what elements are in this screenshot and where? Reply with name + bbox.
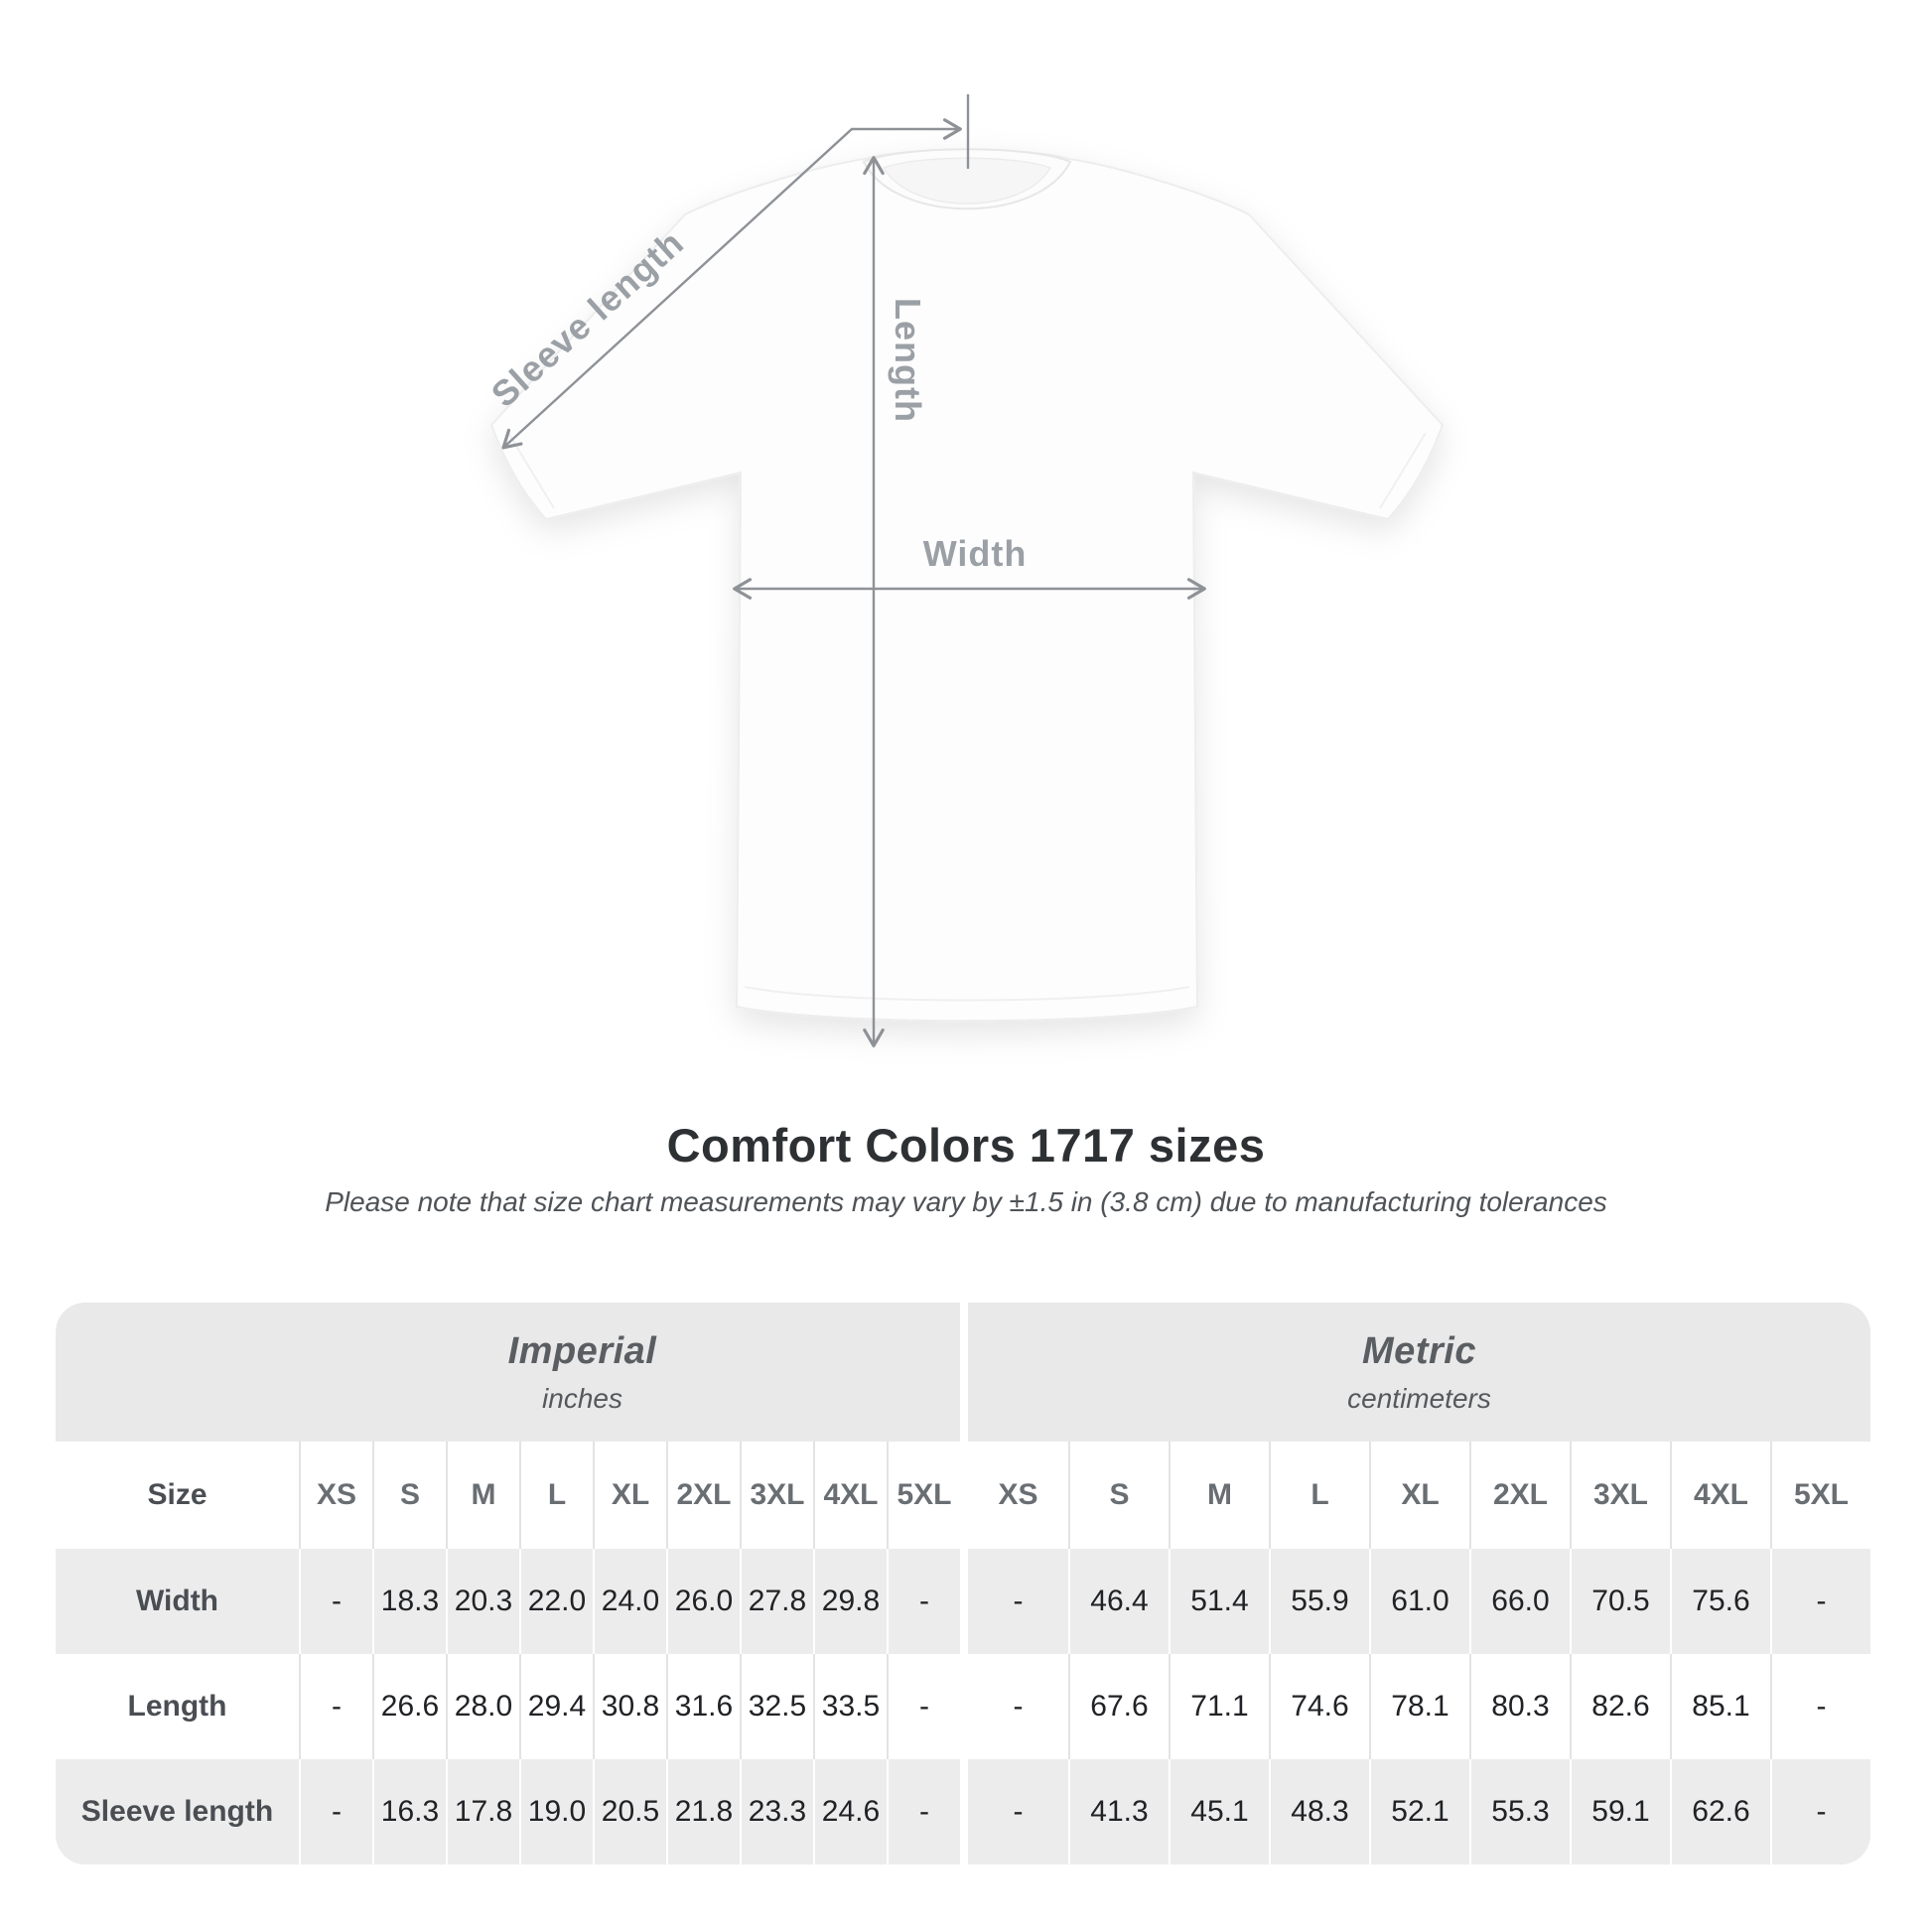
table-cell: 59.1 (1570, 1759, 1670, 1864)
row-label-[object Object]: Width (56, 1549, 299, 1654)
imperial-size-header-4XL: 4XL (813, 1442, 887, 1549)
table-cell: 45.1 (1169, 1759, 1269, 1864)
imperial-size-header-L: L (519, 1442, 593, 1549)
table-cell: 71.1 (1169, 1654, 1269, 1759)
table-cell: 21.8 (666, 1759, 740, 1864)
metric-size-header-XL: XL (1369, 1442, 1469, 1549)
metric-size-header-L: L (1269, 1442, 1369, 1549)
table-cell: 26.0 (666, 1549, 740, 1654)
imperial-size-header-5XL: 5XL (887, 1442, 960, 1549)
table-cell: 18.3 (372, 1549, 446, 1654)
table-cell: 17.8 (446, 1759, 519, 1864)
metric-size-header-4XL: 4XL (1670, 1442, 1770, 1549)
table-cell: 16.3 (372, 1759, 446, 1864)
size-table (56, 1303, 1870, 1864)
metric-size-header-3XL: 3XL (1570, 1442, 1670, 1549)
table-cell: - (887, 1759, 960, 1864)
table-cell: - (1770, 1759, 1870, 1864)
table-cell: 33.5 (813, 1654, 887, 1759)
table-cell: 74.6 (1269, 1654, 1369, 1759)
table-cell: - (299, 1549, 372, 1654)
table-cell: 85.1 (1670, 1654, 1770, 1759)
width-label: Width (922, 533, 1028, 574)
table-cell: 46.4 (1068, 1549, 1169, 1654)
table-cell: 24.6 (813, 1759, 887, 1864)
table-cell: 75.6 (1670, 1549, 1770, 1654)
table-cell: 29.4 (519, 1654, 593, 1759)
row-label-[object Object]: Length (56, 1654, 299, 1759)
metric-section-unit: centimeters (1347, 1382, 1491, 1414)
imperial-size-header-M: M (446, 1442, 519, 1549)
imperial-size-header-2XL: 2XL (666, 1442, 740, 1549)
table-cell: 31.6 (666, 1654, 740, 1759)
table-cell: - (299, 1654, 372, 1759)
table-cell: 26.6 (372, 1654, 446, 1759)
table-cell: 80.3 (1469, 1654, 1570, 1759)
metric-size-header-2XL: 2XL (1469, 1442, 1570, 1549)
title-block (0, 1118, 1932, 1218)
length-label: Length (888, 298, 928, 423)
table-cell: 22.0 (519, 1549, 593, 1654)
table-cell: 82.6 (1570, 1654, 1670, 1759)
metric-section-title: Metric (1362, 1329, 1476, 1372)
sleeve-length-label: Sleeve length (483, 221, 692, 415)
metric-size-header-S: S (1068, 1442, 1169, 1549)
table-cell: 55.9 (1269, 1549, 1369, 1654)
table-cell: 48.3 (1269, 1759, 1369, 1864)
table-cell: 62.6 (1670, 1759, 1770, 1864)
table-cell: 20.5 (593, 1759, 666, 1864)
table-cell: 67.6 (1068, 1654, 1169, 1759)
table-cell: 28.0 (446, 1654, 519, 1759)
table-cell: 27.8 (740, 1549, 813, 1654)
imperial-section-title: Imperial (507, 1329, 657, 1372)
imperial-size-header-XL: XL (593, 1442, 666, 1549)
size-column-header: Size (56, 1442, 299, 1549)
metric-size-header-5XL: 5XL (1770, 1442, 1870, 1549)
table-cell: - (1770, 1549, 1870, 1654)
page-title: Comfort Colors 1717 sizes (666, 1119, 1266, 1172)
table-cell: 51.4 (1169, 1549, 1269, 1654)
imperial-size-header-3XL: 3XL (740, 1442, 813, 1549)
table-cell: 41.3 (1068, 1759, 1169, 1864)
table-cell: 70.5 (1570, 1549, 1670, 1654)
imperial-size-header-S: S (372, 1442, 446, 1549)
table-cell: 78.1 (1369, 1654, 1469, 1759)
tolerance-note: Please note that size chart measurements may vary by ±1.5 in (3.8 cm) due to manufacturing tolerances (325, 1186, 1607, 1217)
table-cell: 24.0 (593, 1549, 666, 1654)
metric-size-header-M: M (1169, 1442, 1269, 1549)
metric-section-header (968, 1303, 1870, 1442)
table-cell: - (887, 1654, 960, 1759)
table-cell: - (887, 1549, 960, 1654)
imperial-size-header-XS: XS (299, 1442, 372, 1549)
imperial-section-header (56, 1303, 960, 1442)
table-cell: - (1770, 1654, 1870, 1759)
table-cell: 66.0 (1469, 1549, 1570, 1654)
table-cell: 19.0 (519, 1759, 593, 1864)
table-cell: 30.8 (593, 1654, 666, 1759)
table-cell: 29.8 (813, 1549, 887, 1654)
metric-size-header-XS: XS (968, 1442, 1068, 1549)
table-cell: 20.3 (446, 1549, 519, 1654)
table-cell: 55.3 (1469, 1759, 1570, 1864)
imperial-section-unit: inches (542, 1382, 622, 1414)
table-cell: 23.3 (740, 1759, 813, 1864)
table-cell: - (968, 1549, 1068, 1654)
table-cell: 61.0 (1369, 1549, 1469, 1654)
table-cell: - (299, 1759, 372, 1864)
table-cell: - (968, 1654, 1068, 1759)
row-label-[object Object]: Sleeve length (56, 1759, 299, 1864)
table-cell: - (968, 1759, 1068, 1864)
table-cell: 52.1 (1369, 1759, 1469, 1864)
table-cell: 32.5 (740, 1654, 813, 1759)
